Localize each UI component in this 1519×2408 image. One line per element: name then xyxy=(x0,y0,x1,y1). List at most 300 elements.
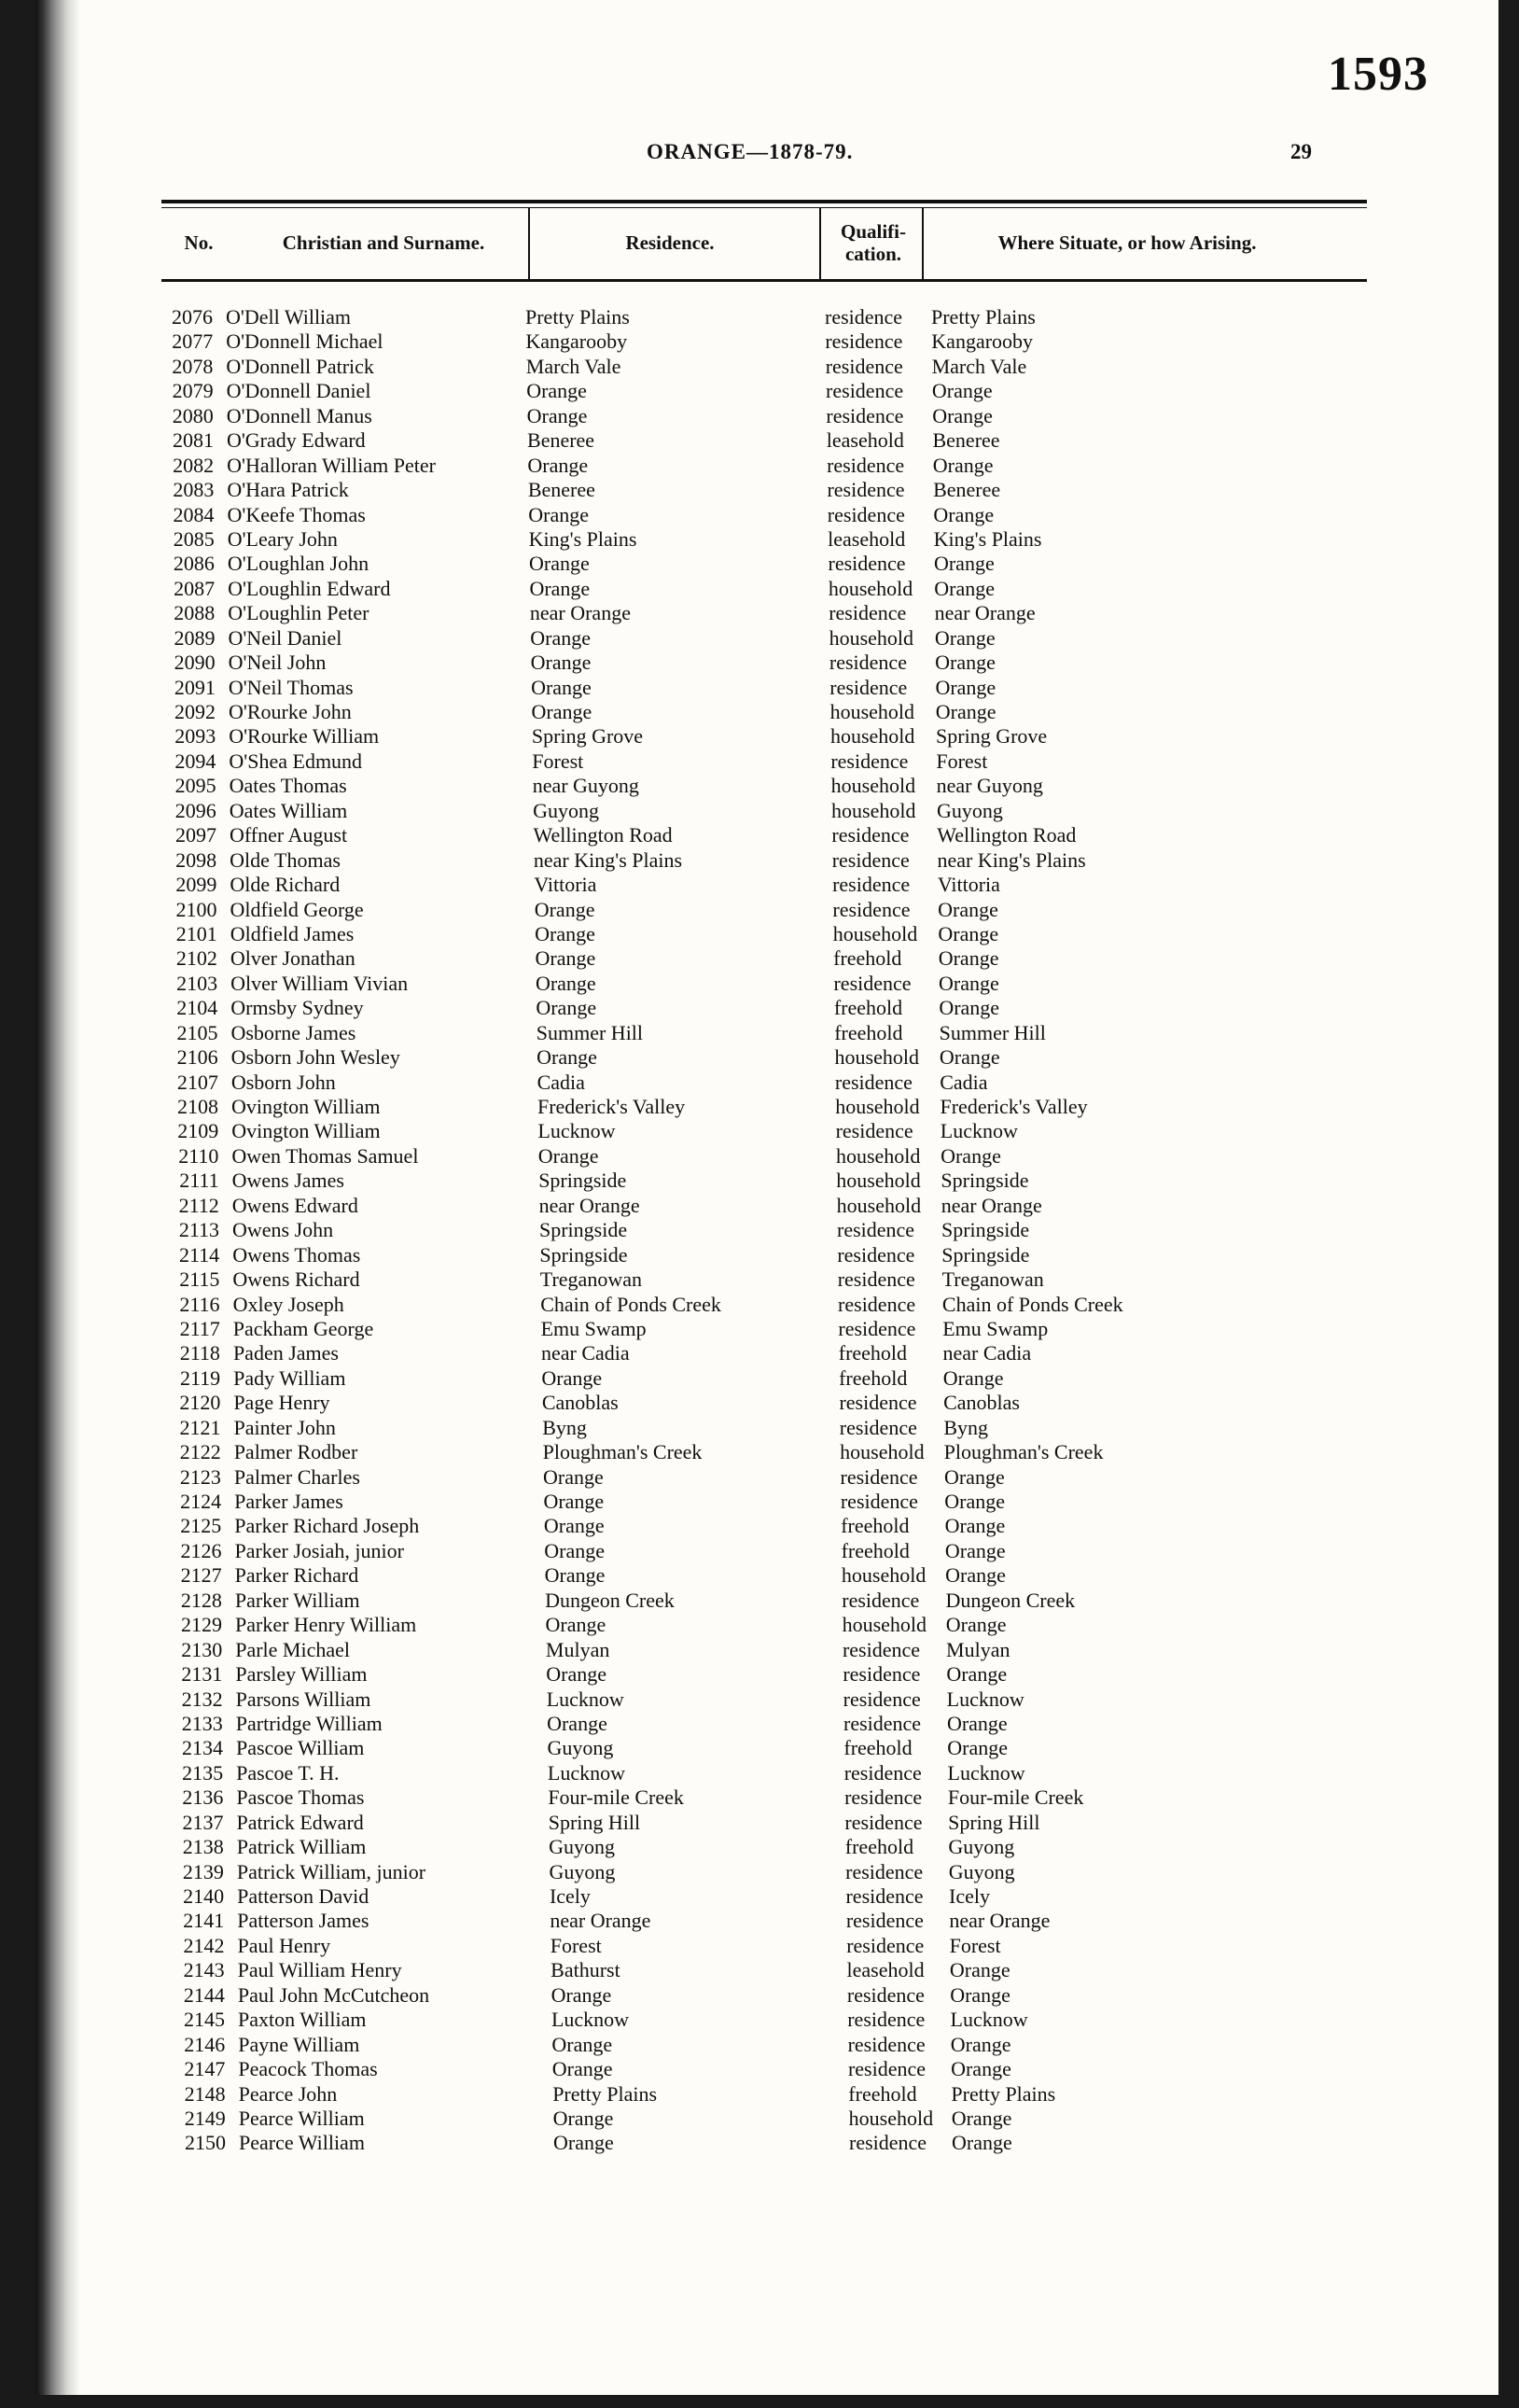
cell-residence: Orange xyxy=(526,379,587,403)
cell-qualification: freehold xyxy=(843,1736,913,1760)
cell-no: 2144 xyxy=(183,1982,225,2007)
cell-name: Parsley William xyxy=(235,1662,368,1687)
cell-no: 2129 xyxy=(181,1613,223,1637)
cell-no: 2092 xyxy=(174,700,216,723)
cell-qualification: residence xyxy=(846,1982,925,2007)
cell-no: 2103 xyxy=(176,971,218,995)
cell-name: Osborn John xyxy=(230,1070,336,1094)
cell-residence: Pretty Plains xyxy=(525,305,630,329)
cell-where: Pretty Plains xyxy=(951,2081,1056,2106)
cell-no: 2131 xyxy=(181,1662,223,1687)
cell-no: 2101 xyxy=(175,921,217,945)
cell-qualification: residence xyxy=(843,1687,921,1711)
cell-where: Orange xyxy=(938,897,998,921)
cell-where: Beneree xyxy=(932,428,1000,453)
cell-no: 2128 xyxy=(180,1588,222,1612)
cell-residence: Lucknow xyxy=(547,1760,625,1785)
cell-where: Icely xyxy=(949,1884,990,1908)
cell-no: 2099 xyxy=(175,873,217,897)
cell-name: Oxley Joseph xyxy=(232,1292,344,1316)
cell-qualification: residence xyxy=(834,1070,913,1094)
cell-qualification: residence xyxy=(826,379,904,403)
cell-qualification: residence xyxy=(827,478,905,502)
cell-no: 2116 xyxy=(179,1292,220,1316)
cell-no: 2124 xyxy=(180,1490,222,1513)
cell-no: 2107 xyxy=(176,1070,218,1094)
cell-qualification: residence xyxy=(843,1760,922,1785)
table-row xyxy=(35,355,1498,379)
cell-name: Payne William xyxy=(238,2032,360,2056)
cell-residence: Orange xyxy=(530,651,592,675)
cell-where: near Guyong xyxy=(936,774,1043,798)
cell-name: Ormsby Sydney xyxy=(230,996,364,1020)
table-row xyxy=(35,1811,1498,1835)
cell-name: O'Loughlan John xyxy=(227,552,369,576)
cell-no: 2113 xyxy=(178,1218,219,1242)
cell-residence: near Orange xyxy=(529,601,631,625)
table-row xyxy=(35,1563,1498,1588)
cell-name: O'Hara Patrick xyxy=(227,478,349,502)
table-row xyxy=(35,527,1498,552)
cell-residence: Orange xyxy=(551,2057,613,2081)
cell-residence: Orange xyxy=(551,2032,613,2056)
cell-qualification: residence xyxy=(845,1909,924,1933)
cell-no: 2090 xyxy=(174,651,216,675)
cell-no: 2093 xyxy=(174,724,216,749)
column-divider xyxy=(819,207,821,280)
cell-no: 2125 xyxy=(180,1514,222,1538)
table-row xyxy=(35,724,1498,749)
cell-residence: Orange xyxy=(535,971,596,995)
cell-no: 2150 xyxy=(185,2131,226,2155)
table-row xyxy=(35,601,1498,625)
cell-no: 2130 xyxy=(181,1637,223,1661)
cell-name: Owen Thomas Samuel xyxy=(231,1143,419,1168)
header-where: Where Situate, or how Arising. xyxy=(997,231,1257,254)
table-row xyxy=(35,2057,1498,2081)
cell-name: O'Donnell Michael xyxy=(226,329,383,354)
cell-residence: Orange xyxy=(527,453,589,477)
cell-residence: Orange xyxy=(544,1538,606,1562)
cell-name: O'Rourke John xyxy=(229,700,352,723)
cell-name: Pascoe William xyxy=(235,1736,365,1760)
cell-name: Parker Josiah, junior xyxy=(234,1538,404,1562)
cell-residence: Bathurst xyxy=(550,1958,620,1982)
cell-name: Palmer Charles xyxy=(233,1464,360,1489)
cell-no: 2135 xyxy=(182,1760,224,1785)
cell-qualification: household xyxy=(848,2106,934,2130)
cell-qualification: freehold xyxy=(834,1020,903,1044)
table-row xyxy=(35,1909,1498,1933)
cell-residence: Kangarooby xyxy=(525,329,628,354)
cell-no: 2078 xyxy=(172,354,214,378)
cell-residence: Orange xyxy=(550,1982,612,2007)
cell-no: 2091 xyxy=(174,675,216,699)
cell-residence: Orange xyxy=(552,2106,614,2130)
cell-no: 2123 xyxy=(179,1464,221,1489)
cell-no: 2141 xyxy=(183,1909,225,1933)
cell-where: Orange xyxy=(942,1365,1004,1390)
cell-residence: Springside xyxy=(539,1242,628,1267)
cell-qualification: residence xyxy=(835,1119,913,1143)
cell-where: Summer Hill xyxy=(939,1020,1046,1044)
cell-no: 2085 xyxy=(173,526,215,551)
cell-residence: near King's Plains xyxy=(533,847,683,872)
cell-qualification: freehold xyxy=(844,1835,914,1859)
cell-where: Orange xyxy=(951,2057,1011,2081)
table-row xyxy=(35,2131,1498,2155)
cell-qualification: residence xyxy=(831,847,910,872)
cell-no: 2147 xyxy=(184,2057,226,2081)
cell-no: 2108 xyxy=(177,1095,219,1118)
cell-qualification: household xyxy=(828,576,913,600)
cell-qualification: residence xyxy=(832,873,911,897)
cell-qualification: residence xyxy=(843,1711,922,1735)
cell-residence: Cadia xyxy=(537,1070,585,1094)
table-row xyxy=(35,1119,1498,1143)
cell-residence: Orange xyxy=(529,576,591,600)
cell-no: 2146 xyxy=(184,2032,226,2056)
table-row xyxy=(35,1934,1498,1958)
cell-qualification: residence xyxy=(828,552,906,576)
cell-no: 2084 xyxy=(173,502,215,526)
table-row xyxy=(35,1440,1498,1464)
cell-residence: Ploughman's Creek xyxy=(542,1440,703,1464)
cell-residence: Spring Hill xyxy=(548,1810,641,1834)
cell-qualification: residence xyxy=(827,453,905,477)
cell-where: Beneree xyxy=(933,478,1001,502)
cell-qualification: residence xyxy=(845,1859,924,1883)
cell-name: Patrick William xyxy=(236,1835,367,1859)
cell-qualification: residence xyxy=(842,1588,920,1612)
cell-name: Painter John xyxy=(233,1415,336,1439)
cell-name: Patrick William, junior xyxy=(236,1859,426,1883)
cell-name: O'Neil John xyxy=(228,651,327,675)
table-row xyxy=(35,1293,1498,1317)
cell-residence: Lucknow xyxy=(546,1687,624,1711)
cell-residence: Emu Swamp xyxy=(540,1316,647,1340)
cell-qualification: freehold xyxy=(848,2081,917,2106)
column-divider xyxy=(922,207,924,280)
cell-qualification: household xyxy=(835,1143,921,1168)
cell-no: 2080 xyxy=(172,403,214,427)
cell-name: Olde Thomas xyxy=(230,847,341,872)
cell-where: Guyong xyxy=(936,798,1003,822)
table-top-rule xyxy=(161,200,1367,203)
table-row xyxy=(35,1391,1498,1415)
cell-residence: Summer Hill xyxy=(536,1020,644,1044)
cell-where: Orange xyxy=(950,2032,1011,2056)
cell-where: Ploughman's Creek xyxy=(943,1440,1104,1464)
cell-residence: Orange xyxy=(537,1045,597,1070)
cell-name: Parker Richard xyxy=(234,1563,359,1588)
cell-qualification: household xyxy=(834,1045,919,1070)
cell-residence: near Cadia xyxy=(541,1341,630,1365)
cell-residence: Orange xyxy=(543,1490,605,1513)
cell-qualification: residence xyxy=(827,502,905,526)
cell-where: Kangarooby xyxy=(931,329,1034,354)
cell-qualification: leasehold xyxy=(846,1958,925,1982)
cell-residence: Orange xyxy=(537,1143,599,1168)
column-divider xyxy=(528,207,530,280)
cell-residence: Orange xyxy=(535,921,595,945)
table-row xyxy=(35,1243,1498,1267)
cell-residence: Orange xyxy=(543,1464,604,1489)
cell-qualification: residence xyxy=(843,1662,921,1687)
cell-no: 2119 xyxy=(179,1365,221,1390)
cell-no: 2100 xyxy=(175,897,217,921)
table-row xyxy=(35,503,1498,527)
cell-no: 2145 xyxy=(184,2008,226,2032)
table-row xyxy=(35,1366,1498,1391)
cell-residence: Beneree xyxy=(527,478,595,502)
cell-where: Forest xyxy=(949,1933,1001,1957)
table-row xyxy=(35,749,1498,774)
cell-qualification: residence xyxy=(845,1884,924,1908)
cell-where: Orange xyxy=(935,700,996,723)
cell-where: Four-mile Creek xyxy=(947,1785,1084,1810)
cell-residence: Guyong xyxy=(549,1859,616,1883)
cell-where: Orange xyxy=(934,576,996,600)
table-row xyxy=(35,428,1498,453)
cell-no: 2132 xyxy=(181,1687,223,1711)
cell-residence: March Vale xyxy=(525,354,621,378)
table-row xyxy=(35,1194,1498,1218)
cell-name: Paul William Henry xyxy=(237,1958,402,1982)
table-row xyxy=(35,996,1498,1020)
cell-where: Orange xyxy=(933,502,995,526)
table-row xyxy=(35,1514,1498,1538)
cell-residence: Icely xyxy=(549,1884,591,1908)
cell-name: Pearce William xyxy=(239,2131,365,2155)
cell-where: Orange xyxy=(939,1045,1000,1070)
cell-name: Osborn John Wesley xyxy=(230,1045,400,1070)
cell-name: Parker William xyxy=(234,1588,360,1612)
cell-residence: Mulyan xyxy=(545,1637,610,1661)
cell-residence: Four-mile Creek xyxy=(548,1785,684,1810)
table-row xyxy=(35,1539,1498,1563)
cell-qualification: freehold xyxy=(841,1514,910,1538)
cell-name: Patrick Edward xyxy=(236,1810,364,1834)
cell-name: Patterson David xyxy=(237,1884,369,1908)
cell-no: 2126 xyxy=(180,1538,222,1562)
cell-where: Canoblas xyxy=(943,1391,1020,1415)
cell-where: Orange xyxy=(935,675,996,699)
table-row xyxy=(35,823,1498,847)
cell-residence: Pretty Plains xyxy=(552,2081,658,2106)
table-row xyxy=(35,1465,1498,1490)
table-row xyxy=(35,1267,1498,1292)
table-row xyxy=(35,848,1498,873)
table-row xyxy=(35,1144,1498,1169)
table-row xyxy=(35,700,1498,724)
cell-residence: King's Plains xyxy=(528,526,637,551)
cell-residence: Orange xyxy=(529,552,590,576)
cell-where: Orange xyxy=(939,996,1000,1020)
cell-residence: Orange xyxy=(535,946,596,971)
cell-qualification: residence xyxy=(840,1490,918,1513)
cell-where: near Orange xyxy=(949,1909,1051,1933)
table-row xyxy=(35,1736,1498,1760)
cell-no: 2104 xyxy=(176,996,218,1020)
cell-name: Parker James xyxy=(234,1490,343,1513)
header-qualification: Qualifi- cation. xyxy=(840,220,906,265)
cell-no: 2118 xyxy=(179,1341,220,1365)
cell-no: 2106 xyxy=(176,1045,218,1070)
cell-where: Cadia xyxy=(940,1070,988,1094)
cell-qualification: residence xyxy=(829,651,907,675)
cell-where: Orange xyxy=(944,1514,1006,1538)
cell-qualification: freehold xyxy=(841,1538,910,1562)
cell-residence: Orange xyxy=(547,1711,607,1735)
cell-where: Frederick's Valley xyxy=(940,1095,1088,1118)
cell-name: Ovington William xyxy=(231,1095,381,1118)
cell-residence: Lucknow xyxy=(537,1119,616,1143)
cell-qualification: residence xyxy=(826,403,904,427)
cell-qualification: residence xyxy=(833,971,912,995)
cell-name: Oldfield James xyxy=(230,921,355,945)
cell-where: near King's Plains xyxy=(937,847,1086,872)
cell-where: Springside xyxy=(941,1218,1030,1242)
table-row xyxy=(35,1341,1498,1365)
cell-no: 2097 xyxy=(174,823,216,847)
cell-where: Orange xyxy=(946,1711,1008,1735)
cell-name: Pearce John xyxy=(238,2081,338,2106)
cell-where: Guyong xyxy=(948,1859,1015,1883)
cell-qualification: household xyxy=(830,774,916,798)
cell-no: 2098 xyxy=(175,847,217,872)
table-row xyxy=(35,1761,1498,1785)
cell-name: Peacock Thomas xyxy=(238,2057,378,2081)
table-row xyxy=(35,1835,1498,1859)
table-row xyxy=(35,873,1498,897)
cell-where: Orange xyxy=(944,1538,1006,1562)
cell-qualification: household xyxy=(836,1193,922,1217)
cell-qualification: residence xyxy=(847,2057,926,2081)
cell-name: Olver William Vivian xyxy=(230,971,409,995)
cell-name: Owens James xyxy=(231,1169,344,1193)
cell-qualification: residence xyxy=(839,1415,917,1439)
cell-no: 2094 xyxy=(174,749,216,773)
cell-qualification: residence xyxy=(825,329,903,354)
cell-qualification: freehold xyxy=(838,1341,908,1365)
cell-name: Pady William xyxy=(233,1365,346,1390)
cell-where: near Orange xyxy=(941,1193,1042,1217)
table-row xyxy=(35,898,1498,922)
cell-qualification: residence xyxy=(839,1391,917,1415)
cell-name: O'Donnell Manus xyxy=(226,403,372,427)
cell-where: Guyong xyxy=(948,1835,1015,1859)
cell-where: Orange xyxy=(932,453,994,477)
table-row xyxy=(35,1884,1498,1909)
cell-where: Forest xyxy=(936,749,988,773)
cell-where: Orange xyxy=(951,2106,1012,2130)
cell-where: Pretty Plains xyxy=(931,305,1036,329)
cell-no: 2111 xyxy=(179,1169,219,1193)
table-row xyxy=(35,651,1498,675)
table-row xyxy=(35,1712,1498,1736)
cell-no: 2088 xyxy=(174,601,216,625)
cell-no: 2105 xyxy=(176,1020,218,1044)
cell-name: Pascoe Thomas xyxy=(236,1785,365,1810)
cell-residence: Byng xyxy=(542,1415,587,1439)
sheet-number: 29 xyxy=(1290,140,1312,163)
cell-where: Spring Hill xyxy=(948,1810,1040,1834)
cell-qualification: residence xyxy=(838,1292,916,1316)
cell-no: 2096 xyxy=(174,798,216,822)
cell-name: Olde Richard xyxy=(230,873,341,897)
table-row xyxy=(35,1095,1498,1119)
cell-where: Vittoria xyxy=(937,873,1000,897)
table-row xyxy=(35,676,1498,700)
table-row xyxy=(35,1317,1498,1341)
cell-residence: Springside xyxy=(539,1218,628,1242)
cell-no: 2109 xyxy=(177,1119,219,1143)
cell-where: Orange xyxy=(931,379,993,403)
cell-qualification: residence xyxy=(844,1810,923,1834)
cell-residence: Frederick's Valley xyxy=(537,1095,686,1118)
cell-no: 2089 xyxy=(174,625,216,650)
cell-no: 2137 xyxy=(182,1810,224,1834)
cell-no: 2117 xyxy=(179,1316,220,1340)
cell-qualification: freehold xyxy=(833,946,902,971)
cell-residence: Beneree xyxy=(527,428,595,453)
cell-qualification: leasehold xyxy=(826,428,904,453)
cell-residence: Chain of Ponds Creek xyxy=(540,1292,721,1316)
cell-name: Oldfield George xyxy=(230,897,364,921)
cell-where: Orange xyxy=(938,921,999,945)
cell-no: 2122 xyxy=(179,1440,221,1464)
cell-residence: Orange xyxy=(545,1613,606,1637)
cell-residence: Dungeon Creek xyxy=(545,1588,675,1612)
table-row xyxy=(35,922,1498,946)
cell-qualification: residence xyxy=(831,823,910,847)
cell-where: Emu Swamp xyxy=(942,1316,1049,1340)
cell-no: 2140 xyxy=(183,1884,225,1908)
cell-name: Olver Jonathan xyxy=(230,946,355,971)
cell-where: Orange xyxy=(945,1563,1006,1588)
table-row xyxy=(35,1218,1498,1242)
cell-residence: Wellington Road xyxy=(533,823,673,847)
cell-no: 2081 xyxy=(172,428,214,453)
cell-residence: Treganowan xyxy=(539,1267,642,1292)
table-row xyxy=(35,799,1498,823)
table-row xyxy=(35,1638,1498,1662)
table-row xyxy=(35,1860,1498,1884)
cell-name: Partridge William xyxy=(235,1711,383,1735)
header-residence: Residence. xyxy=(625,231,715,254)
table-row xyxy=(35,1045,1498,1070)
cell-no: 2127 xyxy=(180,1563,222,1588)
cell-residence: Spring Grove xyxy=(531,724,644,749)
cell-name: O'Halloran William Peter xyxy=(227,453,436,477)
cell-qualification: residence xyxy=(837,1218,915,1242)
cell-qualification: residence xyxy=(847,2008,926,2032)
cell-qualification: household xyxy=(840,1440,925,1464)
cell-where: Orange xyxy=(952,2131,1012,2155)
cell-name: Parsons William xyxy=(235,1687,371,1711)
register-table-body xyxy=(35,305,1498,2156)
cell-where: King's Plains xyxy=(933,526,1042,551)
cell-name: O'Leary John xyxy=(227,526,338,551)
cell-name: Packham George xyxy=(232,1316,374,1340)
cell-qualification: residence xyxy=(838,1316,916,1340)
table-row xyxy=(35,1169,1498,1193)
cell-name: Paul Henry xyxy=(237,1933,331,1957)
cell-qualification: residence xyxy=(830,749,909,773)
cell-name: O'Loughlin Edward xyxy=(228,576,391,600)
cell-residence: near Orange xyxy=(550,1909,651,1933)
